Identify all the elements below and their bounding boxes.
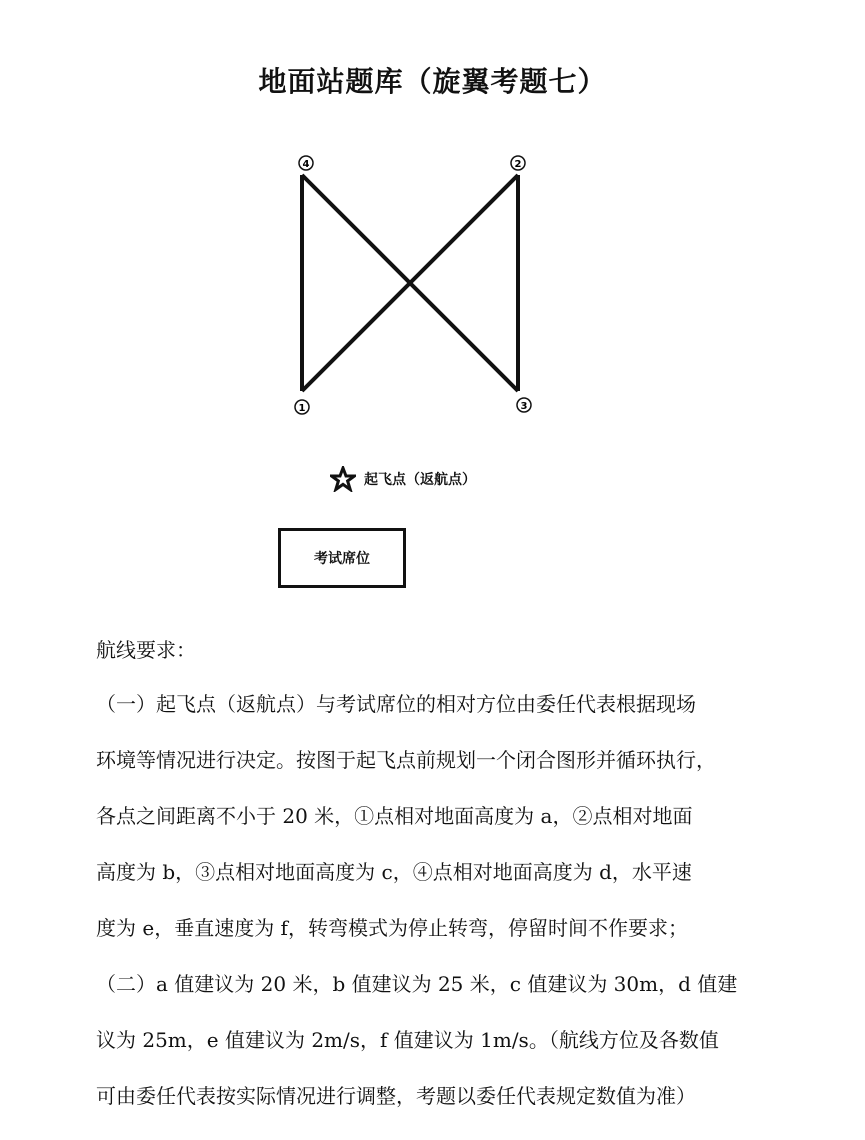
waypoint-4-label: 4: [302, 159, 310, 170]
route-diagram: [0, 0, 865, 460]
requirements-heading: 航线要求：: [96, 638, 196, 662]
requirement-line: 度为 e，垂直速度为 f，转弯模式为停止转弯，停留时间不作要求；: [96, 916, 688, 940]
requirement-line: （二）a 值建议为 20 米，b 值建议为 25 米，c 值建议为 30m，d 值建: [96, 972, 738, 996]
requirement-line: 可由委任代表按实际情况进行调整，考题以委任代表规定数值为准）: [96, 1084, 696, 1108]
waypoint-2-label: 2: [514, 159, 522, 170]
page-title: 地面站题库（旋翼考题七）: [258, 65, 607, 98]
takeoff-label: 起飞点（返航点）: [364, 472, 476, 488]
waypoint-4-marker: [299, 156, 313, 170]
waypoint-1-marker: [295, 400, 309, 414]
waypoint-1-label: 1: [298, 403, 306, 414]
route-lines: [302, 175, 518, 391]
waypoint-3-marker: [517, 398, 531, 412]
takeoff-point: [330, 462, 476, 496]
waypoint-2-marker: [511, 156, 525, 170]
waypoint-3-label: 3: [520, 401, 528, 412]
star-outline-icon: [330, 466, 356, 492]
requirement-line: （一）起飞点（返航点）与考试席位的相对方位由委任代表根据现场: [96, 692, 696, 716]
requirement-line: 高度为 b，③点相对地面高度为 c，④点相对地面高度为 d，水平速: [96, 860, 692, 884]
requirement-line: 议为 25m，e 值建议为 2m/s，f 值建议为 1m/s。（航线方位及各数值: [96, 1028, 719, 1052]
exam-seat-box: [278, 528, 406, 588]
requirements-text: [96, 684, 836, 1132]
requirement-line: 各点之间距离不小于 20 米，①点相对地面高度为 a，②点相对地面: [96, 804, 693, 828]
exam-seat-label: 考试席位: [314, 551, 370, 567]
requirement-line: 环境等情况进行决定。按图于起飞点前规划一个闭合图形并循环执行，: [96, 748, 716, 772]
